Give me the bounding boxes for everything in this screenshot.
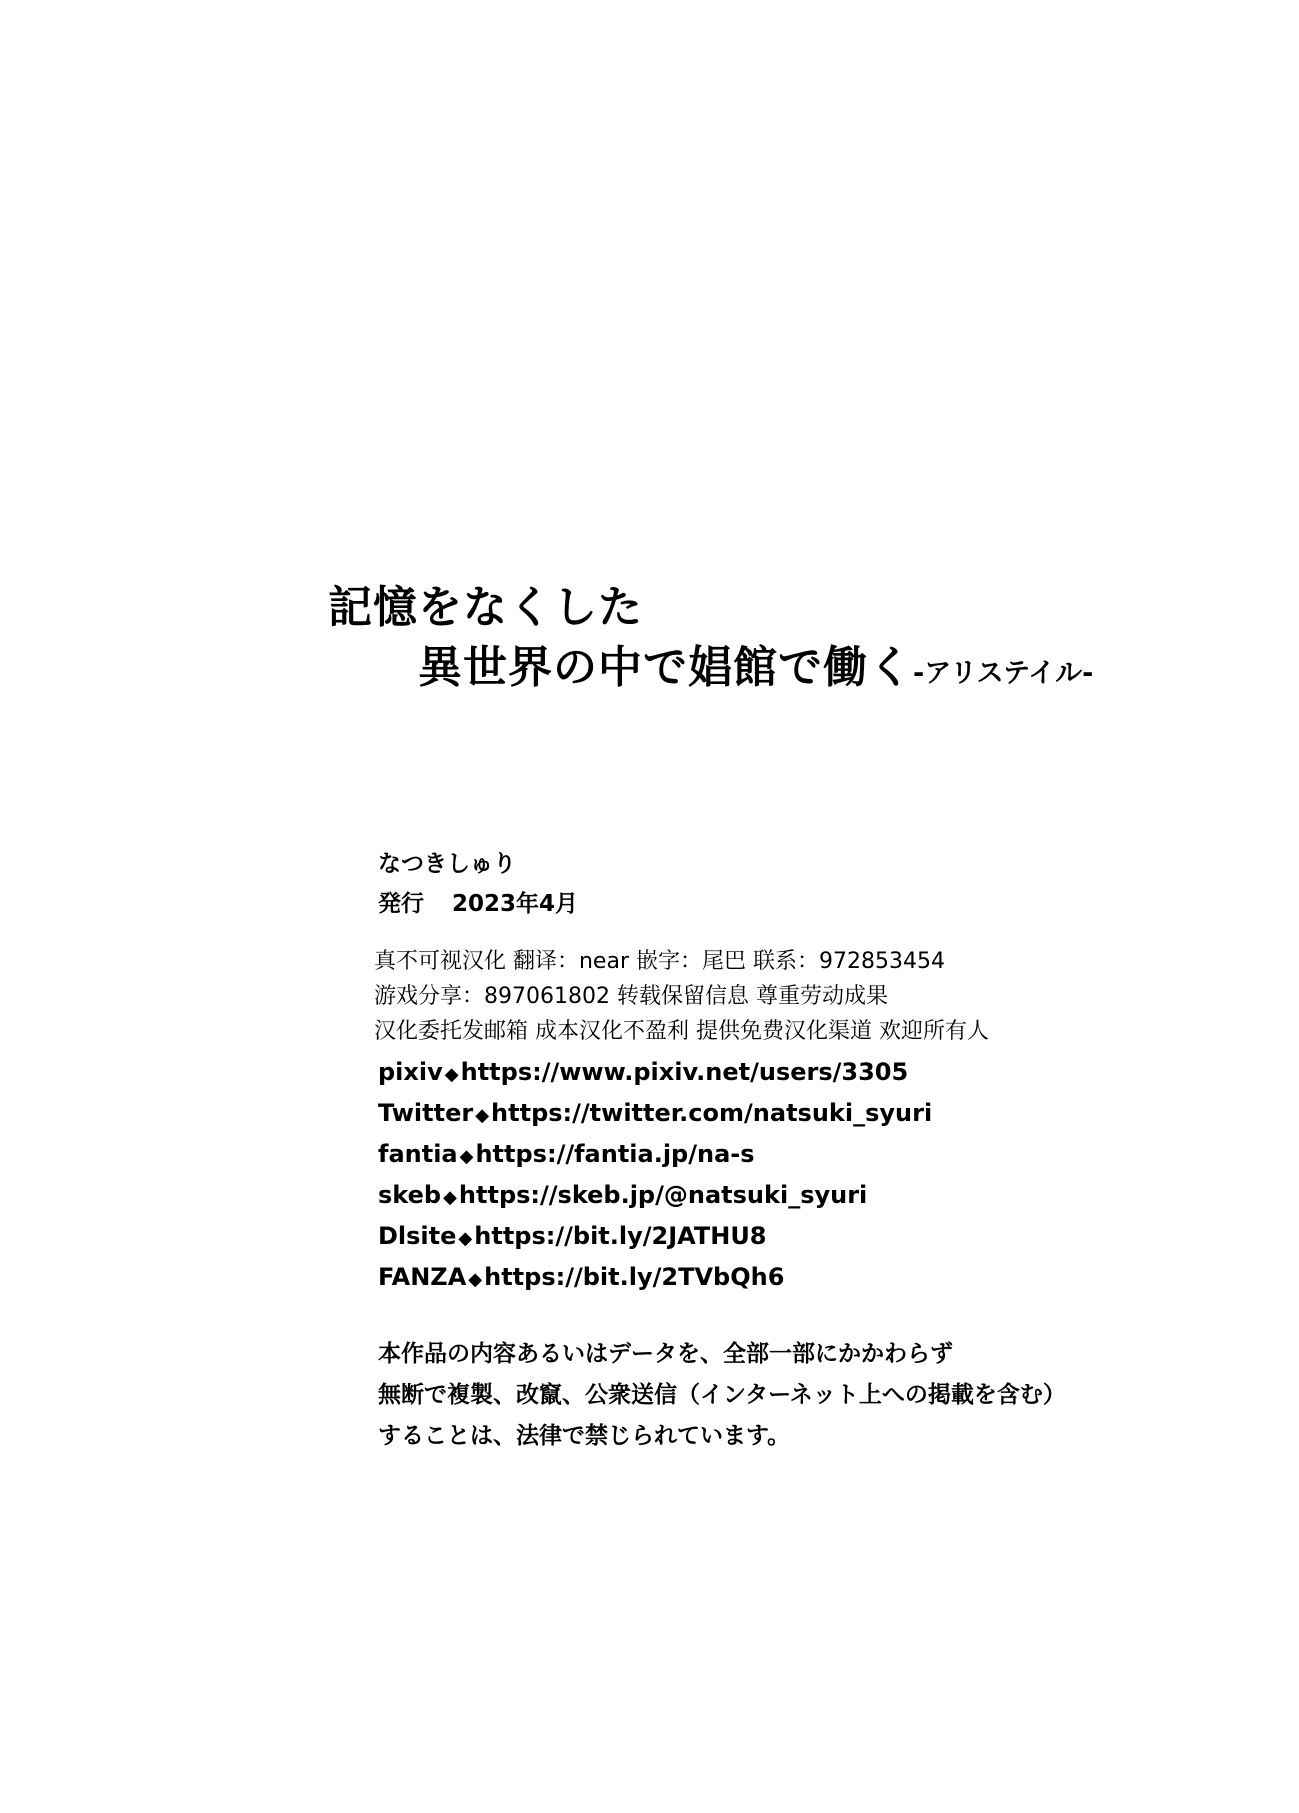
link-site: Twitter: [378, 1099, 474, 1127]
link-site: pixiv: [378, 1058, 443, 1086]
diamond-icon: ◆: [443, 1187, 457, 1208]
diamond-icon: ◆: [475, 1105, 490, 1126]
title-main: 異世界の中で娼館で働く: [418, 642, 913, 693]
link-site: fantia: [378, 1140, 458, 1168]
link-url: https://www.pixiv.net/users/3305: [460, 1058, 909, 1086]
diamond-icon: ◆: [444, 1064, 459, 1085]
title-subtitle: -アリステイル-: [913, 658, 1094, 689]
title-line-1: 記憶をなくした: [328, 582, 643, 633]
diamond-icon: ◆: [459, 1146, 474, 1167]
published-label: 発行: [378, 891, 424, 917]
link-url: https://bit.ly/2JATHU8: [474, 1222, 767, 1250]
link-url: https://twitter.com/natsuki_syuri: [491, 1099, 933, 1127]
link-row-twitter: [378, 1093, 932, 1134]
notice-line: 無断で複製、改竄、公衆送信（インターネット上への掲載を含む）: [378, 1382, 1066, 1408]
credit-line: 真不可视汉化 翻译：near 嵌字：尾巴 联系：972853454: [374, 949, 945, 974]
author-links: [378, 1052, 932, 1298]
link-url: https://skeb.jp/@natsuki_syuri: [458, 1181, 868, 1209]
published-date: 2023年4月: [452, 891, 579, 917]
diamond-icon: ◆: [458, 1228, 473, 1249]
link-row-fantia: [378, 1134, 932, 1175]
link-url: https://fantia.jp/na-s: [475, 1140, 755, 1168]
translation-credits: [374, 944, 989, 1049]
publication-info: [378, 888, 578, 920]
diamond-icon: ◆: [468, 1269, 483, 1290]
copyright-notice: [378, 1334, 1066, 1457]
link-site: skeb: [378, 1181, 442, 1209]
link-site: Dlsite: [378, 1222, 457, 1250]
link-site: FANZA: [378, 1263, 467, 1291]
link-row-pixiv: [378, 1052, 932, 1093]
link-url: https://bit.ly/2TVbQh6: [484, 1263, 785, 1291]
notice-line: 本作品の内容あるいはデータを、全部一部にかかわらず: [378, 1341, 953, 1367]
credit-line: 汉化委托发邮箱 成本汉化不盈利 提供免费汉化渠道 欢迎所有人: [374, 1019, 989, 1044]
author-name: なつきしゅり: [378, 851, 516, 877]
credit-line: 游戏分享：897061802 转载保留信息 尊重劳动成果: [374, 984, 888, 1009]
link-row-fanza: [378, 1257, 932, 1298]
link-row-dlsite: [378, 1216, 932, 1257]
link-row-skeb: [378, 1175, 932, 1216]
notice-line: することは、法律で禁じられています。: [378, 1423, 791, 1449]
title-line-2: [418, 640, 1093, 702]
